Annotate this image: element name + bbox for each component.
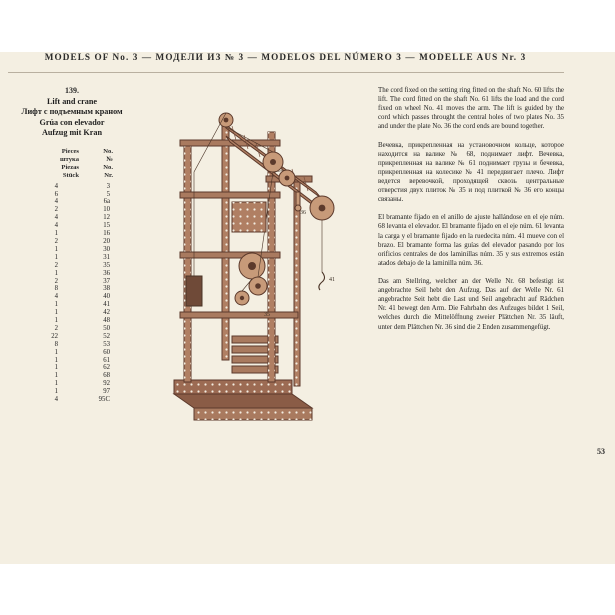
parts-head-right-1: № (106, 155, 113, 163)
model-title-en: Lift and crane (46, 97, 98, 106)
parts-row (32, 191, 136, 199)
parts-qty: 6 (54, 190, 58, 198)
parts-number: 10 (103, 206, 110, 214)
parts-qty: 1 (54, 317, 58, 325)
model-title-es: Grúa con elevador (39, 117, 105, 127)
header-divider (8, 72, 564, 73)
parts-row (32, 285, 136, 293)
parts-qty: 4 (54, 222, 58, 230)
parts-number: 62 (103, 364, 110, 372)
parts-number: 48 (103, 317, 110, 325)
parts-number: 35 (103, 261, 110, 269)
parts-number: 92 (103, 380, 110, 388)
page-header-title: MODELS OF No. 3 — МОДЕЛИ ИЗ № 3 — MODELOS DEL NÚMERO 3 — MODELLE AUS Nr. 3 (44, 52, 527, 62)
right-column (378, 86, 564, 341)
parts-row (32, 278, 136, 286)
parts-number: 6a (103, 198, 110, 206)
parts-row (32, 214, 136, 222)
parts-number: 40 (103, 293, 110, 301)
parts-number: 3 (106, 182, 110, 190)
parts-row (32, 206, 136, 214)
parts-qty: 4 (54, 198, 58, 206)
description-spanish: El bramante fijado en el anillo de ajuste hallándose en el eje núm. 68 levanta el elevador. El bramante fijado en el eje núm. 61 levanta la carga y el bramante fijado en la ruedecita núm. 41 mueve con el brazo. El bramante forma las guías del elevador pasando por los orificios centrales de dos laminillas núm. 35 y sus extremos están atados debajo de la laminilla núm. 36. (378, 214, 564, 267)
parts-number: 97 (103, 388, 110, 396)
parts-qty: 4 (54, 182, 58, 190)
parts-head-right-3: Nr. (104, 171, 113, 179)
parts-row (32, 349, 136, 357)
parts-qty: 1 (54, 230, 58, 238)
parts-qty: 1 (54, 380, 58, 388)
page-number: 53 (597, 447, 605, 456)
parts-row (32, 254, 136, 262)
parts-number: 41 (103, 301, 110, 309)
parts-row (32, 380, 136, 388)
parts-number: 20 (103, 237, 110, 245)
description-russian: Вечевка, прикрепленная на установочном кольце, которое находится на валике № 68, поднимает лифт. Вечевка, прикрепленная на валике № 61 поднимает грузы и бечевка, прикрепленная на колесике № 41 передвигает плечо. Лифт ведется веревочкой, проходящей сквозь центральные отверстия двух плиток № 35 и под плиткой № 36 его концы связаны. (378, 141, 564, 204)
parts-row (32, 301, 136, 309)
parts-qty: 1 (54, 356, 58, 364)
parts-head-left-0: Pieces (61, 148, 79, 155)
parts-row (32, 246, 136, 254)
parts-number: 5 (106, 190, 110, 198)
parts-qty: 1 (54, 253, 58, 261)
parts-qty: 1 (54, 364, 58, 372)
parts-qty: 4 (54, 293, 58, 301)
parts-qty: 2 (54, 261, 58, 269)
parts-qty: 1 (54, 301, 58, 309)
parts-row (32, 262, 136, 270)
parts-head-left-1: штука (59, 155, 79, 163)
parts-qty: 2 (54, 324, 58, 332)
parts-list-headings (14, 148, 136, 180)
illustration-label-35: 35 (264, 312, 270, 318)
parts-number: 61 (103, 356, 110, 364)
model-titles (8, 97, 136, 138)
parts-number: 31 (103, 253, 110, 261)
parts-qty: 1 (54, 372, 58, 380)
parts-qty: 4 (54, 214, 58, 222)
parts-row (32, 364, 136, 372)
parts-number: 38 (103, 285, 110, 293)
parts-number: 42 (103, 309, 110, 317)
illustration-label-36: 36 (300, 210, 306, 216)
parts-head-right-2: No. (103, 163, 113, 171)
parts-head-left-3: Stück (62, 171, 79, 179)
parts-qty: 8 (54, 285, 58, 293)
parts-row (32, 230, 136, 238)
parts-number: 36 (103, 269, 110, 277)
description-german: Das am Stellring, welcher an der Welle Nr. 68 befestigt ist angebrachte Seil hebt den Aufzug. Das auf der Welle Nr. 61 angebrachte Seit hebt die Last und Seil angebracht auf Rädchen Nr. 41 bewegt den Arm. Die Fahrbahn des Aufzuges bildet 1 Seil, welches durch die Mittelöffnung zweier Plättchen Nr. 35 läuft, unter dem Plättchen Nr. 36 sind die 2 Enden zusammengefügt. (378, 277, 564, 331)
parts-head-right-0: No. (103, 148, 113, 155)
parts-qty: 8 (54, 340, 58, 348)
parts-qty: 1 (54, 245, 58, 253)
parts-row (32, 396, 136, 404)
parts-number: 37 (103, 277, 110, 285)
parts-number: 60 (103, 348, 110, 356)
model-illustration (146, 80, 371, 452)
parts-number: 53 (103, 340, 110, 348)
parts-row (32, 325, 136, 333)
parts-row (32, 357, 136, 365)
model-number: 139. (65, 86, 79, 95)
parts-row (32, 388, 136, 396)
parts-row (32, 372, 136, 380)
description-english: The cord fixed on the setting ring fitted on the shaft No. 60 lifts the lift. The cord fitted on the shaft No. 61 lifts the load and the cord fixed on wheel No. 41 moves the arm. The lift is guided by the cord which passes throught the central holes of two plates No. 35 and under the plate No. 36 the cord ends are bound together. (378, 87, 564, 131)
parts-number: 95C (98, 396, 110, 404)
parts-qty: 4 (54, 396, 58, 404)
model-title-de: Aufzug mit Kran (41, 127, 103, 137)
parts-qty: 2 (54, 277, 58, 285)
parts-row (32, 317, 136, 325)
parts-head-left-2: Piezas (61, 163, 79, 171)
parts-qty: 1 (54, 348, 58, 356)
parts-row (32, 238, 136, 246)
parts-row (32, 293, 136, 301)
left-column (8, 86, 136, 404)
parts-row (32, 333, 136, 341)
parts-row (32, 198, 136, 206)
parts-qty: 1 (54, 309, 58, 317)
illustration-label-41: 41 (329, 277, 335, 283)
parts-number: 50 (103, 324, 110, 332)
parts-qty: 1 (54, 269, 58, 277)
parts-number: 15 (103, 222, 110, 230)
parts-number: 52 (103, 332, 110, 340)
parts-row (32, 309, 136, 317)
parts-qty: 2 (54, 237, 58, 245)
parts-number: 16 (103, 230, 110, 238)
parts-number: 12 (103, 214, 110, 222)
parts-row (32, 270, 136, 278)
parts-row (32, 341, 136, 349)
parts-qty: 22 (51, 332, 58, 340)
parts-qty: 1 (54, 388, 58, 396)
parts-qty: 2 (54, 206, 58, 214)
model-title-ru: Лифт с подъемным краном (21, 107, 123, 117)
parts-row (32, 183, 136, 191)
parts-table (32, 183, 136, 404)
parts-number: 30 (103, 245, 110, 253)
parts-row (32, 222, 136, 230)
parts-number: 68 (103, 372, 110, 380)
